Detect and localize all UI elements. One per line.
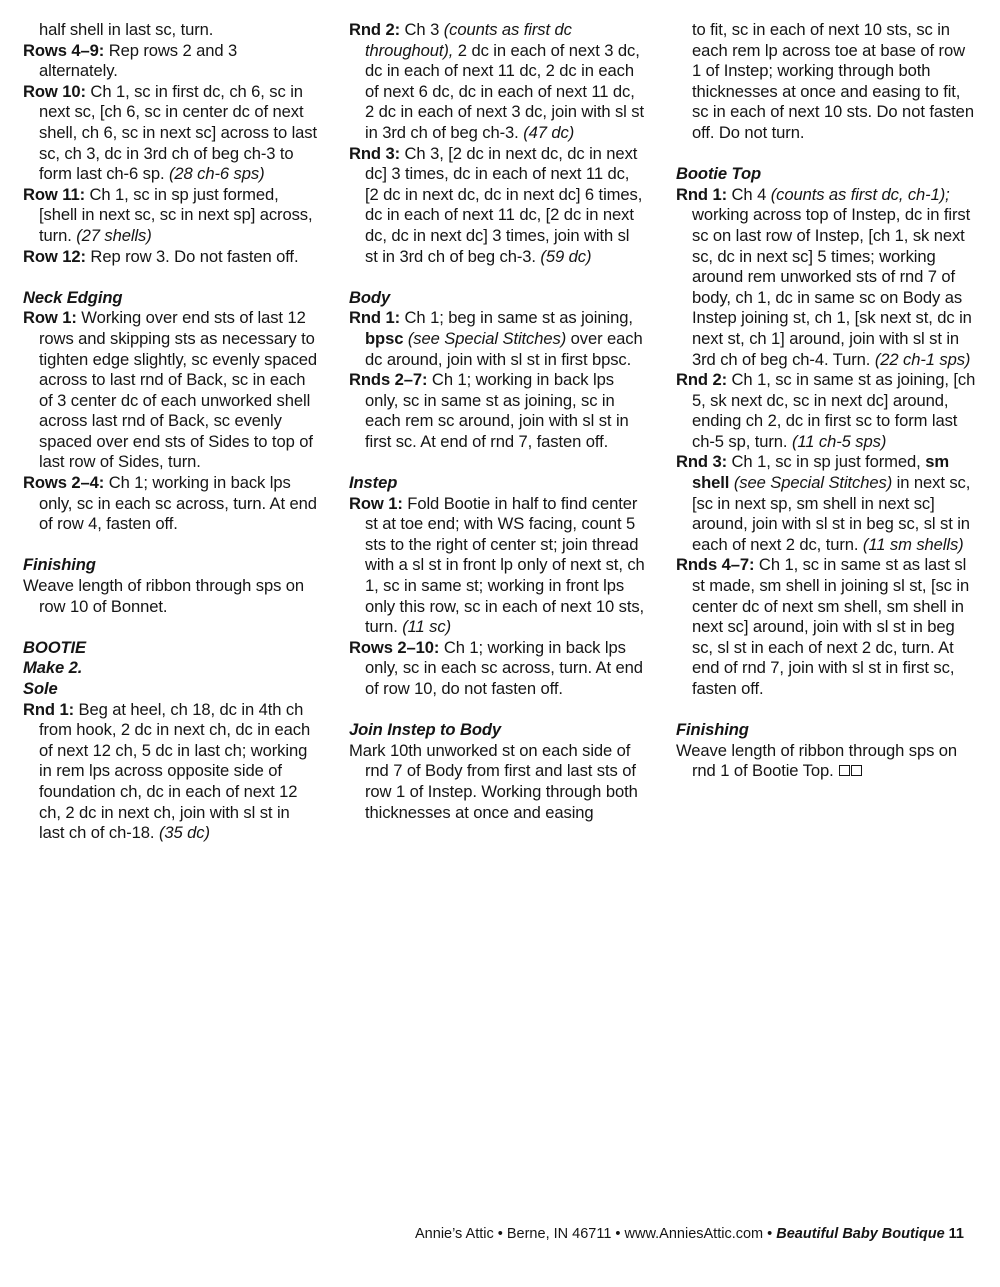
section-heading-finishing: Finishing — [676, 720, 749, 740]
stitch-count: (28 ch-6 sps) — [168, 164, 265, 184]
instruction-paragraph: Weave length of ribbon through sps on row 10 of Bonnet. — [23, 576, 305, 616]
instruction-paragraph: Row 11: Ch 1, sc in sp just formed, [shell in next sc, sc in next sp] across, turn. (27 shells) — [23, 184, 313, 245]
row-label: Rnds 4–7: — [676, 555, 755, 575]
page-number: 11 — [944, 1226, 964, 1242]
row-label: Rnd 1: — [23, 699, 75, 719]
column-1 — [23, 20, 319, 844]
end-square-icon — [839, 765, 850, 776]
stitch-count: (11 sc) — [402, 617, 451, 637]
section-heading-bootie-top: Bootie Top — [676, 164, 762, 184]
instruction-paragraph: Row 10: Ch 1, sc in first dc, ch 6, sc in next sc, [ch 6, sc in center dc of next shell, ch 6, sc in next sc] across to last sc, ch 3, dc in 3rd ch of beg ch-3 to form last ch-6 sp. (28 ch-6 sps) — [23, 81, 318, 184]
instruction-paragraph: Rows 2–10: Ch 1; working in back lps only, sc in each sc across, turn. At end of row 10, do not fasten off. — [349, 637, 643, 698]
instruction-paragraph: Rnd 1: Beg at heel, ch 18, dc in 4th ch from hook, 2 dc in next ch, dc in each of next 12 ch, 5 dc in last ch; working in rem lps across opposite side of foundation ch, dc in each of next 12 ch, 2 dc in next ch, join with sl st in last ch of ch-18. (35 dc) — [23, 699, 311, 843]
row-label: Row 1: — [23, 308, 77, 328]
row-label: Rnds 2–7: — [349, 370, 428, 390]
instruction-paragraph: Rnd 2: Ch 3 (counts as first dc throughout), 2 dc in each of next 3 dc, dc in each of next 11 dc, 2 dc in each of next 6 dc, dc in each of next 11 dc, 2 dc in each of next 3 dc, join with sl st in 3rd ch of beg ch-3. (47 dc) — [349, 20, 644, 142]
stitch-note: (see Special Stitches) — [403, 328, 567, 348]
stitch-note: (counts as first dc, ch-1); — [770, 184, 950, 204]
row-label: Rows 2–10: — [349, 637, 440, 657]
column-2 — [349, 20, 645, 823]
instruction-paragraph: Rnd 2: Ch 1, sc in same st as joining, [ch 5, sk next dc, sc in next dc] around, ending ch 2, dc in first sc to form last ch-5 sp, turn. (11 ch-5 sps) — [676, 370, 976, 451]
end-square-icon — [851, 765, 862, 776]
page-footer — [415, 1226, 964, 1242]
section-heading-body: Body — [349, 287, 391, 307]
instruction-paragraph: Rnds 4–7: Ch 1, sc in same st as last sl st made, sm shell in joining sl st, [sc in center dc of next sm shell, sm shell in next sc] around, join with sl st in beg sc, sl st in each of next 2 dc, turn. At end of rnd 7, join with sl st in first sc, fasten off. — [676, 555, 970, 698]
instruction-paragraph: Rnd 3: Ch 1, sc in sp just formed, sm shell (see Special Stitches) in next sc, [sc in next sp, sm shell in next sc] around, join with sl st in beg sc, sl st in each of next 2 dc, turn. (11 sm shells) — [676, 452, 971, 554]
book-title: Beautiful Baby Boutique — [776, 1226, 945, 1242]
instruction-paragraph: Rows 2–4: Ch 1; working in back lps only, sc in each sc across, turn. At end of row 4, fasten off. — [23, 473, 317, 534]
instruction-paragraph: Rnd 1: Ch 1; beg in same st as joining, bpsc (see Special Stitches) over each dc around, join with sl st in first bpsc. — [349, 308, 643, 369]
section-heading-instep: Instep — [349, 473, 398, 493]
instruction-paragraph: Row 12: Rep row 3. Do not fasten off. — [23, 246, 299, 266]
row-label: Row 12: — [23, 246, 86, 266]
row-label: Rows 4–9: — [23, 40, 105, 60]
stitch-count: (27 shells) — [76, 225, 152, 245]
section-heading-neck-edging: Neck Edging — [23, 287, 123, 307]
stitch-count: (59 dc) — [540, 246, 592, 266]
instruction-paragraph: Weave length of ribbon through sps on rnd 1 of Bootie Top. — [676, 740, 958, 781]
instruction-paragraph: Row 1: Working over end sts of last 12 rows and skipping sts as necessary to tighten edge slightly, sc evenly spaced across to last rnd of Back, sc in each of 3 center dc of each unworked shell across last rnd of Back, sc evenly spaced over end sts of Sides to top of last row of Sides, turn. — [23, 308, 318, 472]
row-label: Rnd 1: — [676, 184, 728, 204]
section-heading-sole: Sole — [23, 679, 58, 698]
row-label: Rnd 3: — [349, 143, 401, 163]
section-subheading-make: Make 2. — [23, 658, 83, 678]
row-label: Rnd 2: — [676, 370, 728, 390]
stitch-term: sm shell — [692, 452, 949, 493]
stitch-note: (see Special Stitches) — [729, 473, 893, 493]
section-heading-finishing: Finishing — [23, 555, 96, 575]
column-3 — [676, 20, 976, 782]
section-heading-join-instep: Join Instep to Body — [349, 720, 502, 740]
instruction-paragraph: to fit, sc in each of next 10 sts, sc in each rem lp across toe at base of row 1 of Instep; working through both thicknesses at once and easing to fit, sc in each of next 10 sts. Do not fasten off. Do not turn. — [692, 20, 974, 142]
instruction-paragraph: Rnd 3: Ch 3, [2 dc in next dc, dc in next dc] 3 times, dc in each of next 11 dc, [2 dc in next dc, dc in next dc] 6 times, dc in each of next 11 dc, [2 dc in next dc, dc in next dc] 3 times, join with sl st in 3rd ch of beg ch-3. (59 dc) — [349, 143, 643, 266]
instruction-paragraph: Mark 10th unworked st on each side of rnd 7 of Body from first and last sts of row 1 of Instep. Working through both thicknesses at once and easing — [349, 740, 638, 822]
row-label: Row 11: — [23, 184, 86, 204]
instruction-paragraph: half shell in last sc, turn. — [39, 20, 214, 39]
instruction-paragraph: Rnds 2–7: Ch 1; working in back lps only, sc in same st as joining, sc in each rem sc around, join with sl st in first sc. At end of rnd 7, fasten off. — [349, 370, 629, 451]
instruction-paragraph: Row 1: Fold Bootie in half to find center st at toe end; with WS facing, count 5 sts to the right of center st; join thread with a sl st in front lp only of next st, ch 1, sc in same st; working in front lps only this row, sc in each of next 10 sts, turn. (11 sc) — [349, 493, 645, 637]
row-label: Row 10: — [23, 81, 86, 101]
stitch-count: (22 ch-1 sps) — [874, 349, 971, 369]
stitch-count: (11 ch-5 sps) — [791, 431, 887, 451]
stitch-term: bpsc — [365, 328, 404, 348]
stitch-count: (47 dc) — [523, 122, 575, 142]
section-heading-bootie: BOOTIE — [23, 637, 87, 657]
row-label: Rnd 3: — [676, 452, 728, 472]
row-label: Rnd 1: — [349, 308, 401, 328]
row-label: Rows 2–4: — [23, 473, 105, 493]
stitch-note: (counts as first dc throughout), — [365, 20, 572, 60]
instruction-paragraph: Rows 4–9: Rep rows 2 and 3 alternately. — [23, 40, 238, 81]
row-label: Rnd 2: — [349, 20, 401, 39]
instruction-paragraph: Rnd 1: Ch 4 (counts as first dc, ch-1); working across top of Instep, dc in first sc on last row of Instep, [ch 1, sk next sc, dc in next sc] 5 times; working around rem unworked sts of rnd 7 of body, ch 1, dc in same sc on Body as Instep joining st, ch 1, [sk next st, dc in next st, ch 1] around, join with sl st in 3rd ch of beg ch-4. Turn. (22 ch-1 sps) — [676, 184, 972, 369]
stitch-count: (35 dc) — [158, 823, 210, 843]
stitch-count: (11 sm shells) — [862, 534, 964, 554]
row-label: Row 1: — [349, 493, 403, 513]
publisher-info: Annie’s Attic • Berne, IN 46711 • www.AnniesAttic.com • — [415, 1226, 777, 1242]
